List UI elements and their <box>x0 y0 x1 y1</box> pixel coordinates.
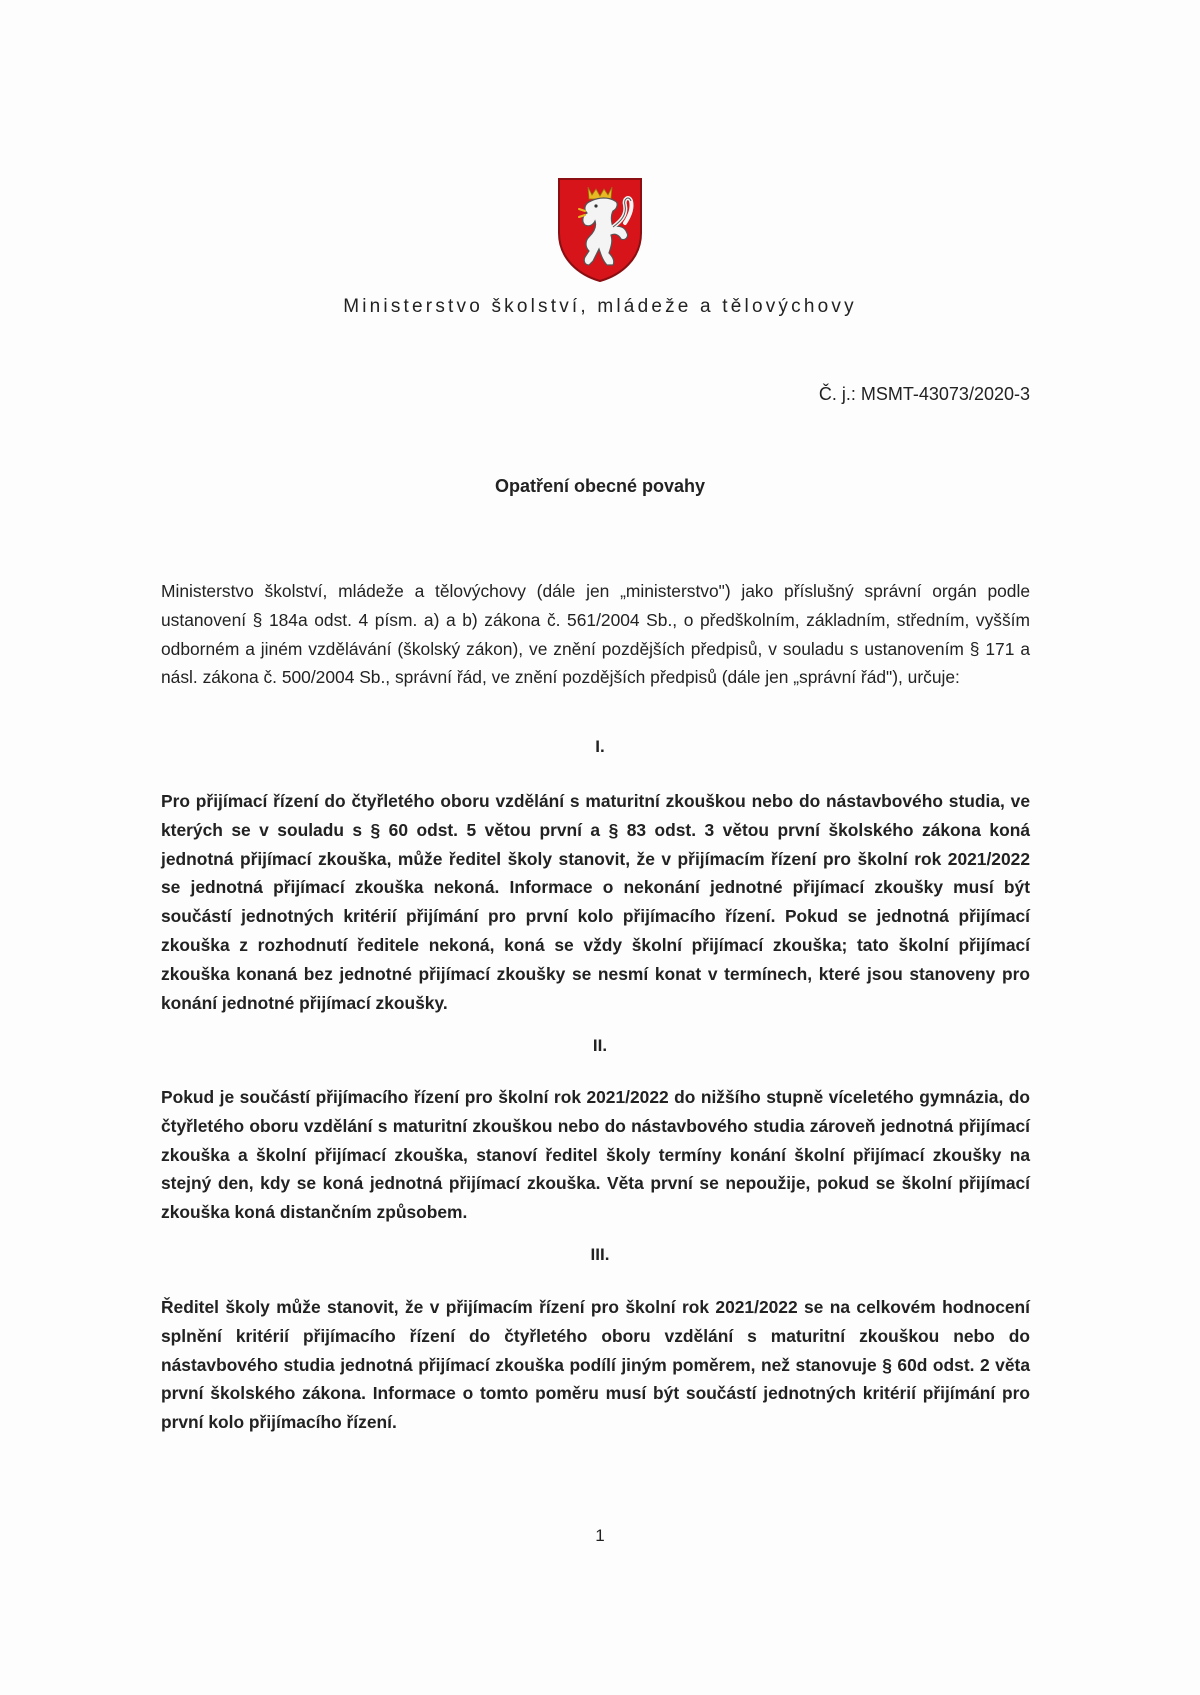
section-numeral-1: I. <box>595 737 605 756</box>
section-paragraph-1: Pro přijímací řízení do čtyřletého oboru vzdělání s maturitní zkouškou nebo do nástavbového studia, ve kterých se v souladu s § 60 odst. 5 větou první a § 83 odst. 3 větou první školského zákona koná jednotná přijímací zkouška, může ředitel školy stanovit, že v přijímacím řízení pro školní rok 2021/2022 se jednotná přijímací zkouška nekoná. Informace o nekonání jednotné přijímací zkoušky musí být součástí jednotných kritérií přijímání pro první kolo přijímacího řízení. Pokud se jednotná přijímací zkouška z rozhodnutí ředitele nekoná, koná se vždy školní přijímací zkouška; tato školní přijímací zkouška konaná bez jednotné přijímací zkoušky se nesmí konat v termínech, které jsou stanoveny pro konání jednotné přijímací zkoušky. <box>161 791 1030 1013</box>
document-title: Opatření obecné povahy <box>494 476 706 496</box>
intro-paragraph: Ministerstvo školství, mládeže a tělovýchovy (dále jen „ministerstvo") jako příslušný správní orgán podle ustanovení § 184a odst. 4 písm. a) a b) zákona č. 561/2004 Sb., o předškolním, základním, středním, vyšším odborném a jiném vzdělávání (školský zákon), ve znění pozdějších předpisů, v souladu s ustanovením § 171 a násl. zákona č. 500/2004 Sb., správní řád, ve znění pozdějších předpisů (dále jen „správní řád"), určuje: <box>161 581 1030 688</box>
page-number: 1 <box>595 1526 605 1545</box>
reference-number: Č. j.: MSMT-43073/2020-3 <box>818 384 1030 404</box>
section-numeral-3: III. <box>590 1245 610 1264</box>
section-paragraph-3: Ředitel školy může stanovit, že v přijímacím řízení pro školní rok 2021/2022 se na celkovém hodnocení splnění kritérií přijímacího řízení do čtyřletého oboru vzdělání s maturitní zkouškou nebo do nástavbového studia jednotná přijímací zkouška podílí jiným poměrem, než stanovuje § 60d odst. 2 věta první školského zákona. Informace o tomto poměru musí být součástí jednotných kritérií přijímání pro první kolo přijímacího řízení. <box>161 1297 1030 1433</box>
section-numeral-2: II. <box>592 1036 608 1055</box>
section-paragraph-2: Pokud je součástí přijímacího řízení pro školní rok 2021/2022 do nižšího stupně víceletého gymnázia, do čtyřletého oboru vzdělání s maturitní zkouškou nebo do nástavbového studia zároveň jednotná přijímací zkouška a školní přijímací zkouška, stanoví ředitel školy termíny konání školní přijímací zkoušky na stejný den, kdy se koná jednotná přijímací zkouška. Věta první se nepoužije, pokud se školní přijímací zkouška koná distančním způsobem. <box>161 1087 1030 1223</box>
czech-coat-of-arms-icon <box>555 175 645 285</box>
ministry-name: Ministerstvo školství, mládeže a tělovýchovy <box>343 296 857 317</box>
